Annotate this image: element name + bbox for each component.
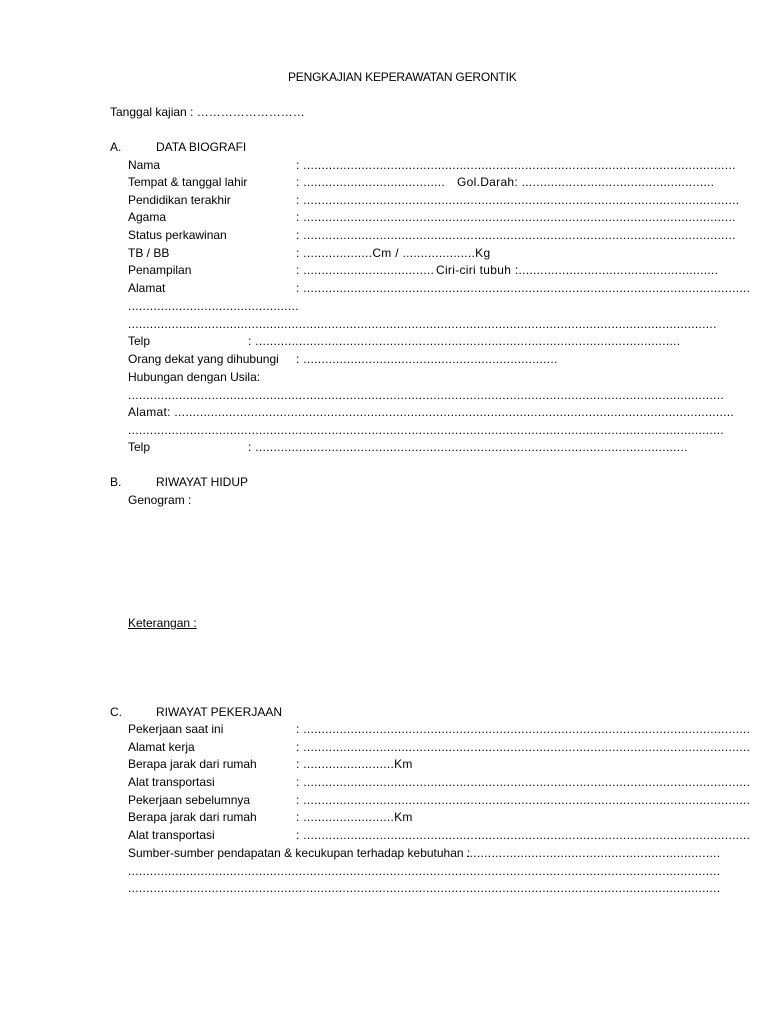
alat-transportasi-field: : ...........................................................................................................................: [296, 775, 751, 789]
telp-label: Telp: [128, 334, 151, 348]
alamat-field: : ...........................................................................................................................: [296, 281, 751, 295]
alamat-kerja-label: Alamat kerja: [128, 740, 195, 754]
alat-transportasi-2-field: : ...........................................................................................................................: [296, 828, 751, 842]
pendidikan-field: : ........................................................................................................................: [296, 193, 740, 207]
gol-darah-field: Gol.Darah: .....................................................: [457, 175, 715, 189]
tb-bb-label: TB / BB: [128, 246, 170, 260]
tempat-lahir-field: : .......................................: [296, 175, 445, 189]
jarak-rumah-2-label: Berapa jarak dari rumah: [128, 810, 257, 824]
pekerjaan-saat-ini-field: : ...........................................................................................................................: [296, 722, 751, 736]
orang-dekat-field: : ......................................................................: [296, 352, 558, 366]
alamat-kontak-field: Alamat: ..........................................................................................................................................................: [128, 405, 735, 419]
pekerjaan-sebelumnya-field: : ...........................................................................................................................: [296, 793, 751, 807]
jarak-rumah-2-field: : .........................Km: [296, 810, 413, 824]
keterangan-label: [128, 616, 197, 630]
orang-dekat-label: Orang dekat yang dihubungi: [128, 352, 279, 366]
jarak-rumah-label: Berapa jarak dari rumah: [128, 757, 257, 771]
section-b-letter: B.: [110, 475, 122, 489]
sumber-pendapatan-line-2: ...................................................................................................................................................................: [128, 881, 721, 895]
status-perkawinan-label: Status perkawinan: [128, 228, 227, 242]
alamat-kerja-field: : ...........................................................................................................................: [296, 740, 751, 754]
penampilan-label: Penampilan: [128, 263, 192, 277]
alat-transportasi-label: Alat transportasi: [128, 775, 215, 789]
jarak-rumah-field: : .........................Km: [296, 757, 413, 771]
keterangan-colon: :: [190, 616, 197, 630]
status-perkawinan-field: : .......................................................................................................................: [296, 228, 736, 242]
alamat-continuation-1: ...............................................: [128, 299, 299, 313]
sumber-pendapatan-label: Sumber-sumber pendapatan & kecukupan terhadap kebutuhan :: [128, 846, 471, 860]
sumber-pendapatan-field: ......................................................................: [466, 846, 721, 860]
section-c-heading: RIWAYAT PEKERJAAN: [156, 705, 283, 719]
telp-field: : .....................................................................................................................: [248, 334, 681, 348]
pendidikan-label: Pendidikan terakhir: [128, 193, 231, 207]
pekerjaan-saat-ini-label: Pekerjaan saat ini: [128, 722, 224, 736]
section-a-letter: A.: [110, 140, 122, 154]
alat-transportasi-2-label: Alat transportasi: [128, 828, 215, 842]
telp-kontak-field: : .......................................................................................................................: [248, 440, 688, 454]
ciri-tubuh-field: Ciri-ciri tubuh :.......................................................: [436, 263, 719, 277]
telp-kontak-label: Telp: [128, 440, 151, 454]
tanggal-kajian: Tanggal kajian : ………………………: [110, 105, 305, 119]
alamat-label: Alamat: [128, 281, 166, 295]
hubungan-label: Hubungan dengan Usila:: [128, 370, 261, 384]
document-title: PENGKAJIAN KEPERAWATAN GERONTIK: [288, 70, 517, 84]
keterangan-text: Keterangan: [128, 616, 191, 630]
pekerjaan-sebelumnya-label: Pekerjaan sebelumnya: [128, 793, 251, 807]
section-c-letter: C.: [110, 705, 122, 719]
penampilan-field: : ....................................: [296, 263, 435, 277]
agama-label: Agama: [128, 210, 167, 224]
hubungan-field: ....................................................................................................................................................................: [128, 388, 724, 402]
nama-field: : .......................................................................................................................: [296, 158, 736, 172]
tempat-lahir-label: Tempat & tanggal lahir: [128, 175, 248, 189]
alamat-kontak-line: ....................................................................................................................................................................: [128, 423, 724, 437]
sumber-pendapatan-line-1: ...................................................................................................................................................................: [128, 864, 721, 878]
genogram-label: Genogram :: [128, 493, 192, 507]
tb-bb-field: : ...................Cm / ....................Kg: [296, 246, 491, 260]
section-b-heading: RIWAYAT HIDUP: [156, 475, 249, 489]
nama-label: Nama: [128, 158, 161, 172]
agama-field: : .......................................................................................................................: [296, 210, 736, 224]
section-a-heading: DATA BIOGRAFI: [156, 140, 247, 154]
alamat-continuation-2: ..................................................................................................................................................................: [128, 317, 717, 331]
